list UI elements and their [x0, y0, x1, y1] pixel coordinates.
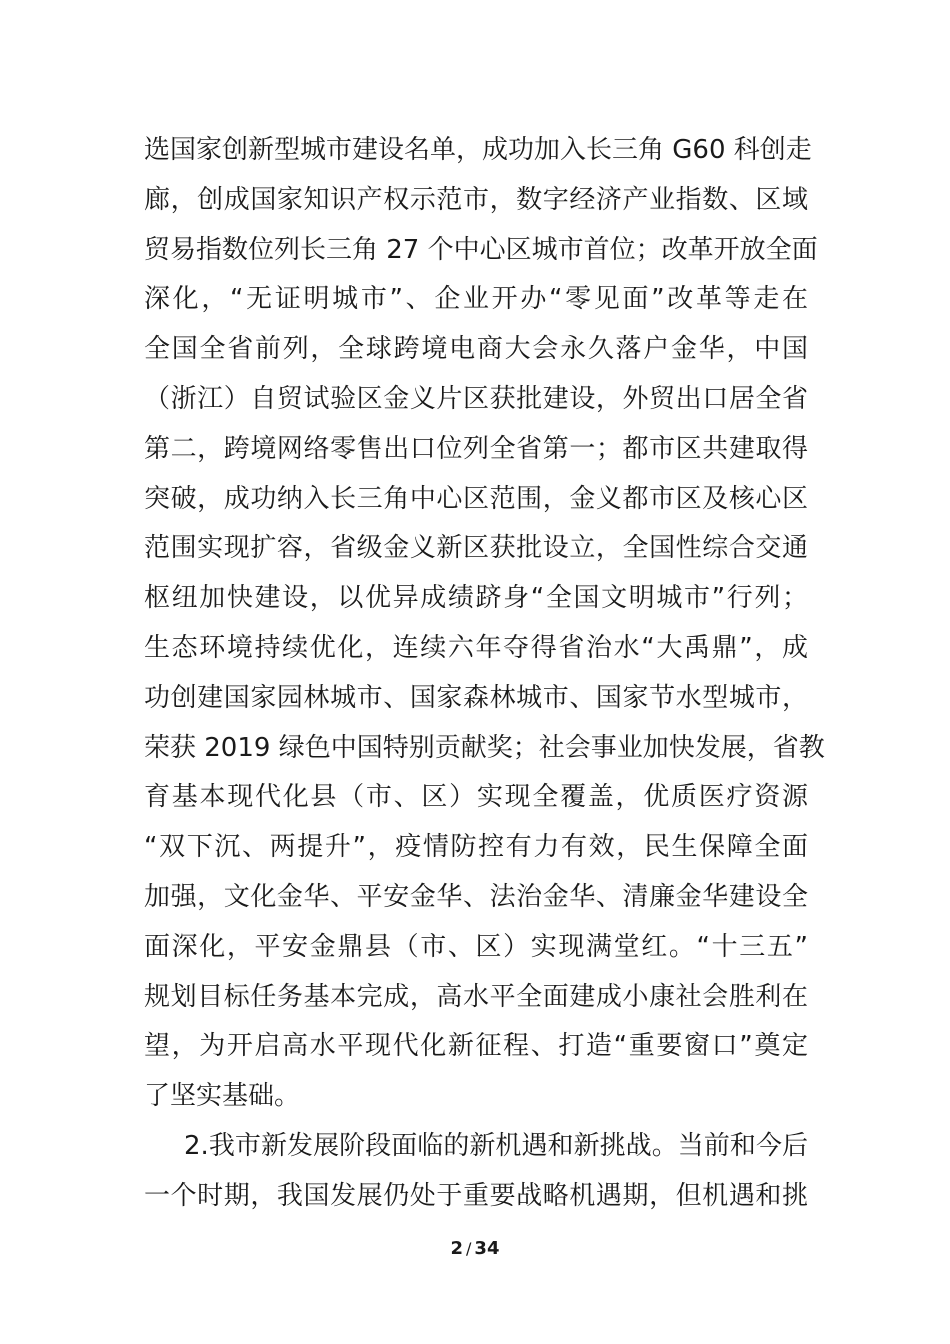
text-line-3: 贸易指数位列长三角 27 个中心区城市首位；改革开放全面 — [144, 234, 818, 265]
body-text — [144, 126, 825, 1222]
text-line-20: 了坚实基础。 — [144, 1081, 301, 1112]
paragraph-2-line-2: 一个时期，我国发展仍处于重要战略机遇期，但机遇和挑 — [144, 1180, 808, 1211]
page-separator: / — [466, 1239, 472, 1258]
text-line-8: 突破，成功纳入长三角中心区范围，金义都市区及核心区 — [144, 483, 808, 514]
text-line-4: 深化，“无证明城市”、企业开办“零见面”改革等走在 — [144, 284, 808, 315]
text-line-6: （浙江）自贸试验区金义片区获批建设，外贸出口居全省 — [144, 383, 808, 414]
text-line-19: 望，为开启高水平现代化新征程、打造“重要窗口”奠定 — [144, 1031, 808, 1062]
text-line-7: 第二，跨境网络零售出口位列全省第一；都市区共建取得 — [144, 433, 808, 464]
text-line-15: “双下沉、两提升”，疫情防控有力有效，民生保障全面 — [144, 832, 808, 863]
total-page-count: 34 — [474, 1238, 500, 1259]
text-line-18: 规划目标任务基本完成，高水平全面建成小康社会胜利在 — [144, 981, 808, 1012]
text-line-17: 面深化，平安金鼎县（市、区）实现满堂红。“十三五” — [144, 931, 808, 962]
paragraph-2-line-1: 2.我市新发展阶段面临的新机遇和新挑战。当前和今后 — [184, 1130, 808, 1161]
current-page-number: 2 — [450, 1238, 464, 1259]
text-line-1: 选国家创新型城市建设名单，成功加入长三角 G60 科创走 — [144, 135, 812, 165]
text-line-11: 生态环境持续优化，连续六年夺得省治水“大禹鼎”，成 — [144, 632, 808, 663]
text-line-14: 育基本现代化县（市、区）实现全覆盖，优质医疗资源 — [144, 782, 808, 813]
text-line-2: 廊，创成国家知识产权示范市，数字经济产业指数、区域 — [144, 184, 808, 215]
text-line-16: 加强，文化金华、平安金华、法治金华、清廉金华建设全 — [144, 881, 808, 912]
text-line-5: 全国全省前列，全球跨境电商大会永久落户金华，中国 — [144, 334, 808, 365]
text-line-10: 枢纽加快建设，以优异成绩跻身“全国文明城市”行列； — [144, 583, 808, 614]
text-line-9: 范围实现扩容，省级金义新区获批设立，全国性综合交通 — [144, 533, 808, 564]
page-number — [0, 1238, 950, 1259]
text-line-13: 荣获 2019 绿色中国特别贡献奖；社会事业加快发展，省教 — [144, 732, 825, 763]
text-line-12: 功创建国家园林城市、国家森林城市、国家节水型城市， — [144, 682, 808, 713]
